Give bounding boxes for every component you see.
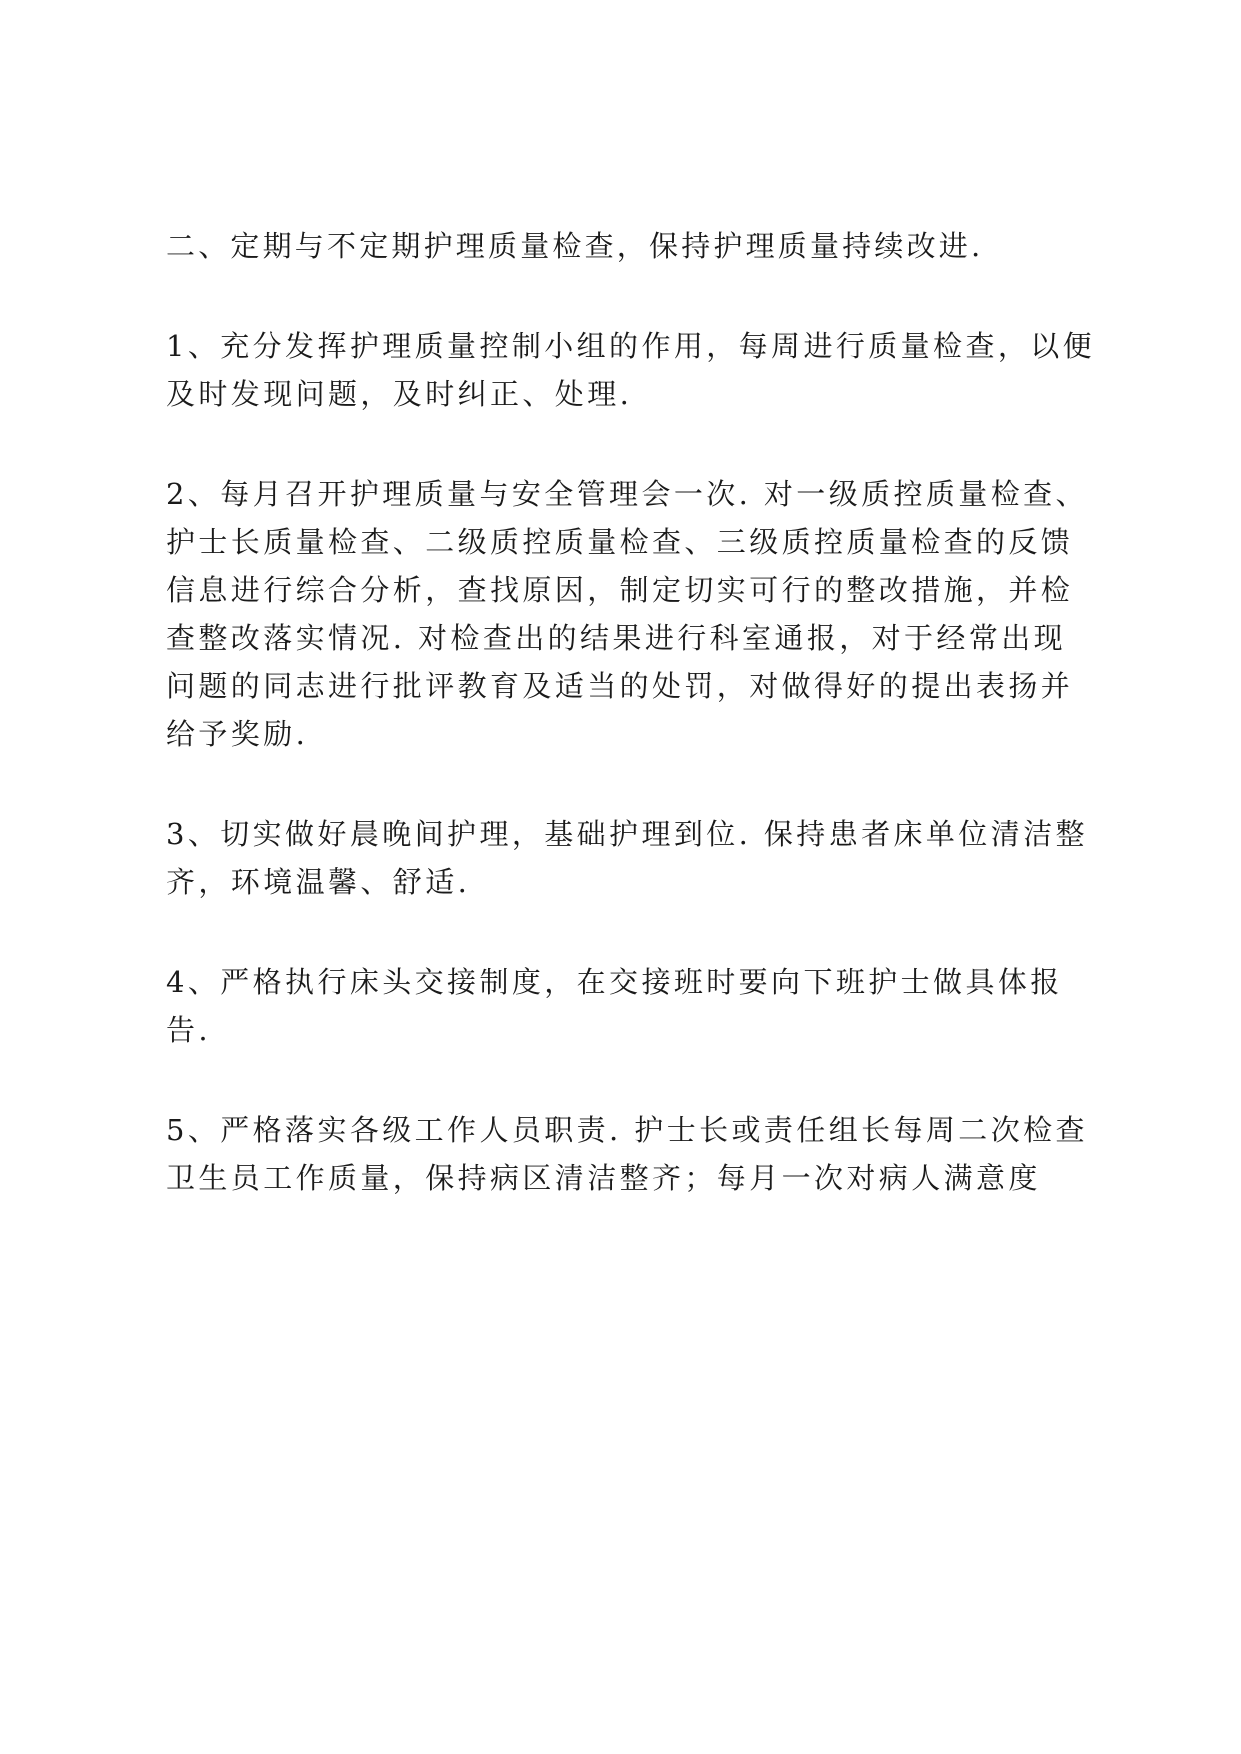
paragraph-1: 1、充分发挥护理质量控制小组的作用，每周进行质量检查，以便及时发现问题，及时纠正、处理. [166, 329, 1096, 411]
paragraph-4: 4、严格执行床头交接制度，在交接班时要向下班护士做具体报告. [166, 965, 1063, 1047]
document-page [166, 222, 1096, 1202]
paragraph-3: 3、切实做好晨晚间护理，基础护理到位. 保持患者床单位清洁整齐，环境温馨、舒适. [166, 817, 1088, 899]
paragraph-2: 2、每月召开护理质量与安全管理会一次. 对一级质控质量检查、护士长质量检查、二级质控质量检查、三级质控质量检查的反馈信息进行综合分析，查找原因，制定切实可行的整改措施，并检查整改落实情况. 对检查出的结果进行科室通报，对于经常出现问题的同志进行批评教育及适当的处罚，对做得好的提出表扬并给予奖励. [166, 477, 1088, 751]
section-heading: 二、定期与不定期护理质量检查，保持护理质量持续改进. [166, 229, 984, 263]
paragraph-5: 5、严格落实各级工作人员职责. 护士长或责任组长每周二次检查卫生员工作质量，保持病区清洁整齐；每月一次对病人满意度 [166, 1113, 1088, 1195]
